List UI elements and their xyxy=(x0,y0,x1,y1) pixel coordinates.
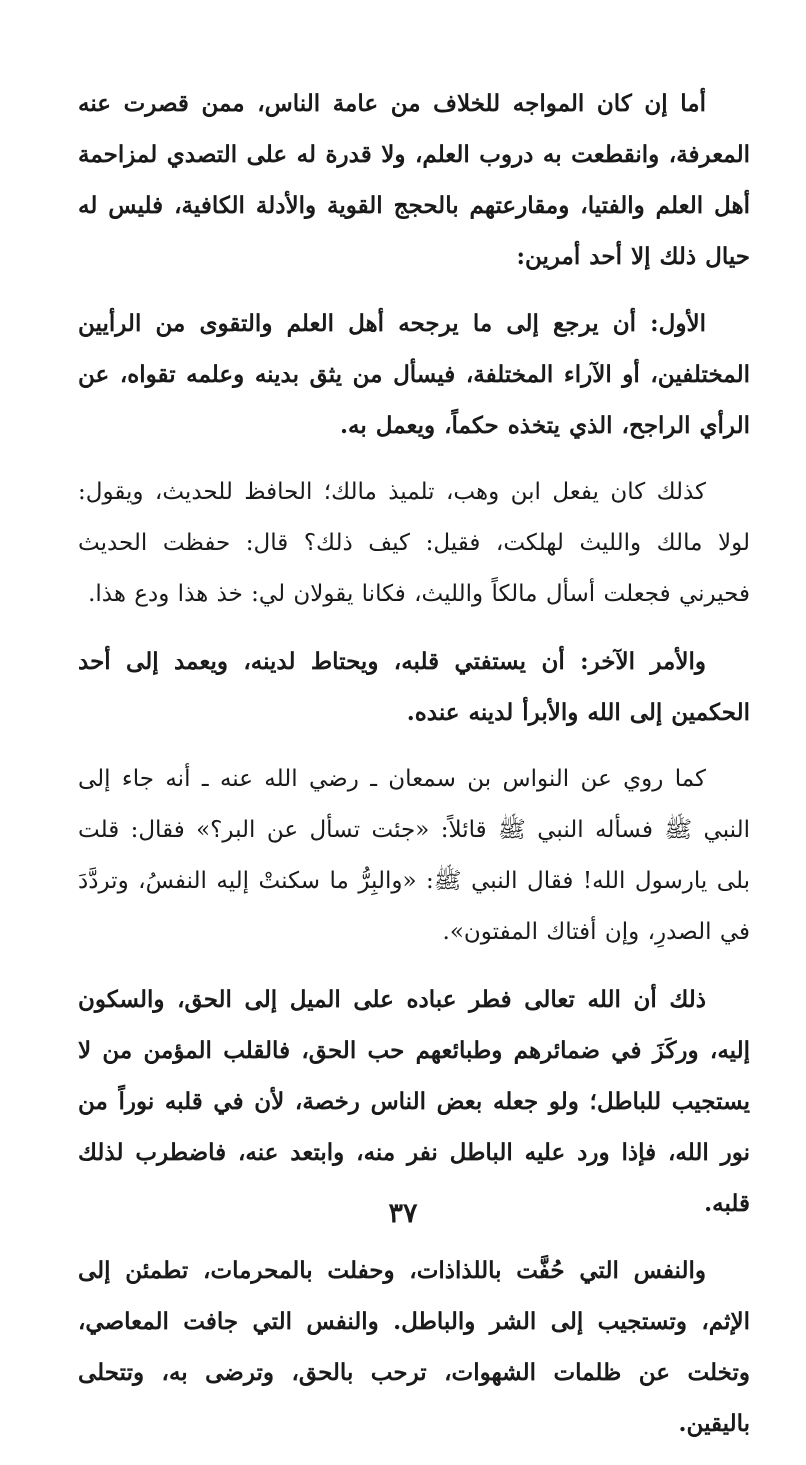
paragraph-5: كما روي عن النواس بن سمعان ـ رضي الله عنه ـ أنه جاء إلى النبي ﷺ فسأله النبي ﷺ قائلاً: «جئت تسأل عن البر؟» فقال: قلت بلى يارسول الله! فقال النبي ﷺ: «والبِرُّ ما سكنتْ إليه النفسُ، وتردَّدَ في الصدرِ، وإن أفتاك المفتون». xyxy=(78,766,750,945)
paragraph-3: كذلك كان يفعل ابن وهب، تلميذ مالك؛ الحافظ للحديث، ويقول: لولا مالك والليث لهلكت، فقيل: كيف ذلك؟ قال: حفظت الحديث فحيرني فجعلت أسأل مالكاً والليث، فكانا يقولان لي: خذ هذا ودع هذا. xyxy=(78,479,750,607)
paragraph-4: والأمر الآخر: أن يستفتي قلبه، ويحتاط لدينه، ويعمد إلى أحد الحكمين إلى الله والأبرأ لدينه عنده. xyxy=(78,648,750,726)
paragraph-1: أما إن كان المواجه للخلاف من عامة الناس، ممن قصرت عنه المعرفة، وانقطعت به دروب العلم، ولا قدرة له على التصدي لمزاحمة أهل العلم والفتيا، ومقارعتهم بالحجج القوية والأدلة الكافية، فليس له حيال ذلك إلا أحد أمرين: xyxy=(78,90,750,270)
paragraph-2: الأول: أن يرجع إلى ما يرجحه أهل العلم والتقوى من الرأيين المختلفين، أو الآراء المختلفة، فيسأل من يثق بدينه وعلمه تقواه، عن الرأي الراجح، الذي يتخذه حكماً، ويعمل به. xyxy=(78,310,750,439)
paragraph-7: والنفس التي حُفَّت باللذاذات، وحفلت بالمحرمات، تطمئن إلى الإثم، وتستجيب إلى الشر والباطل. والنفس التي جافت المعاصي، وتخلت عن ظلمات الشهوات، ترحب بالحق، وترضى به، وتتحلى باليقين. xyxy=(78,1257,750,1437)
page-body xyxy=(78,78,750,1465)
page-number: ٣٧ xyxy=(388,1198,418,1229)
paragraph-6: ذلك أن الله تعالى فطر عباده على الميل إلى الحق، والسكون إليه، وركَزَ في ضمائرهم وطبائعهم حب الحق، فالقلب المؤمن من لا يستجيب للباطل؛ ولو جعله بعض الناس رخصة، لأن في قلبه نوراً من نور الله، فإذا ورد عليه الباطل نفر منه، وابتعد عنه، فاضطرب لذلك قلبه. xyxy=(78,986,750,1217)
